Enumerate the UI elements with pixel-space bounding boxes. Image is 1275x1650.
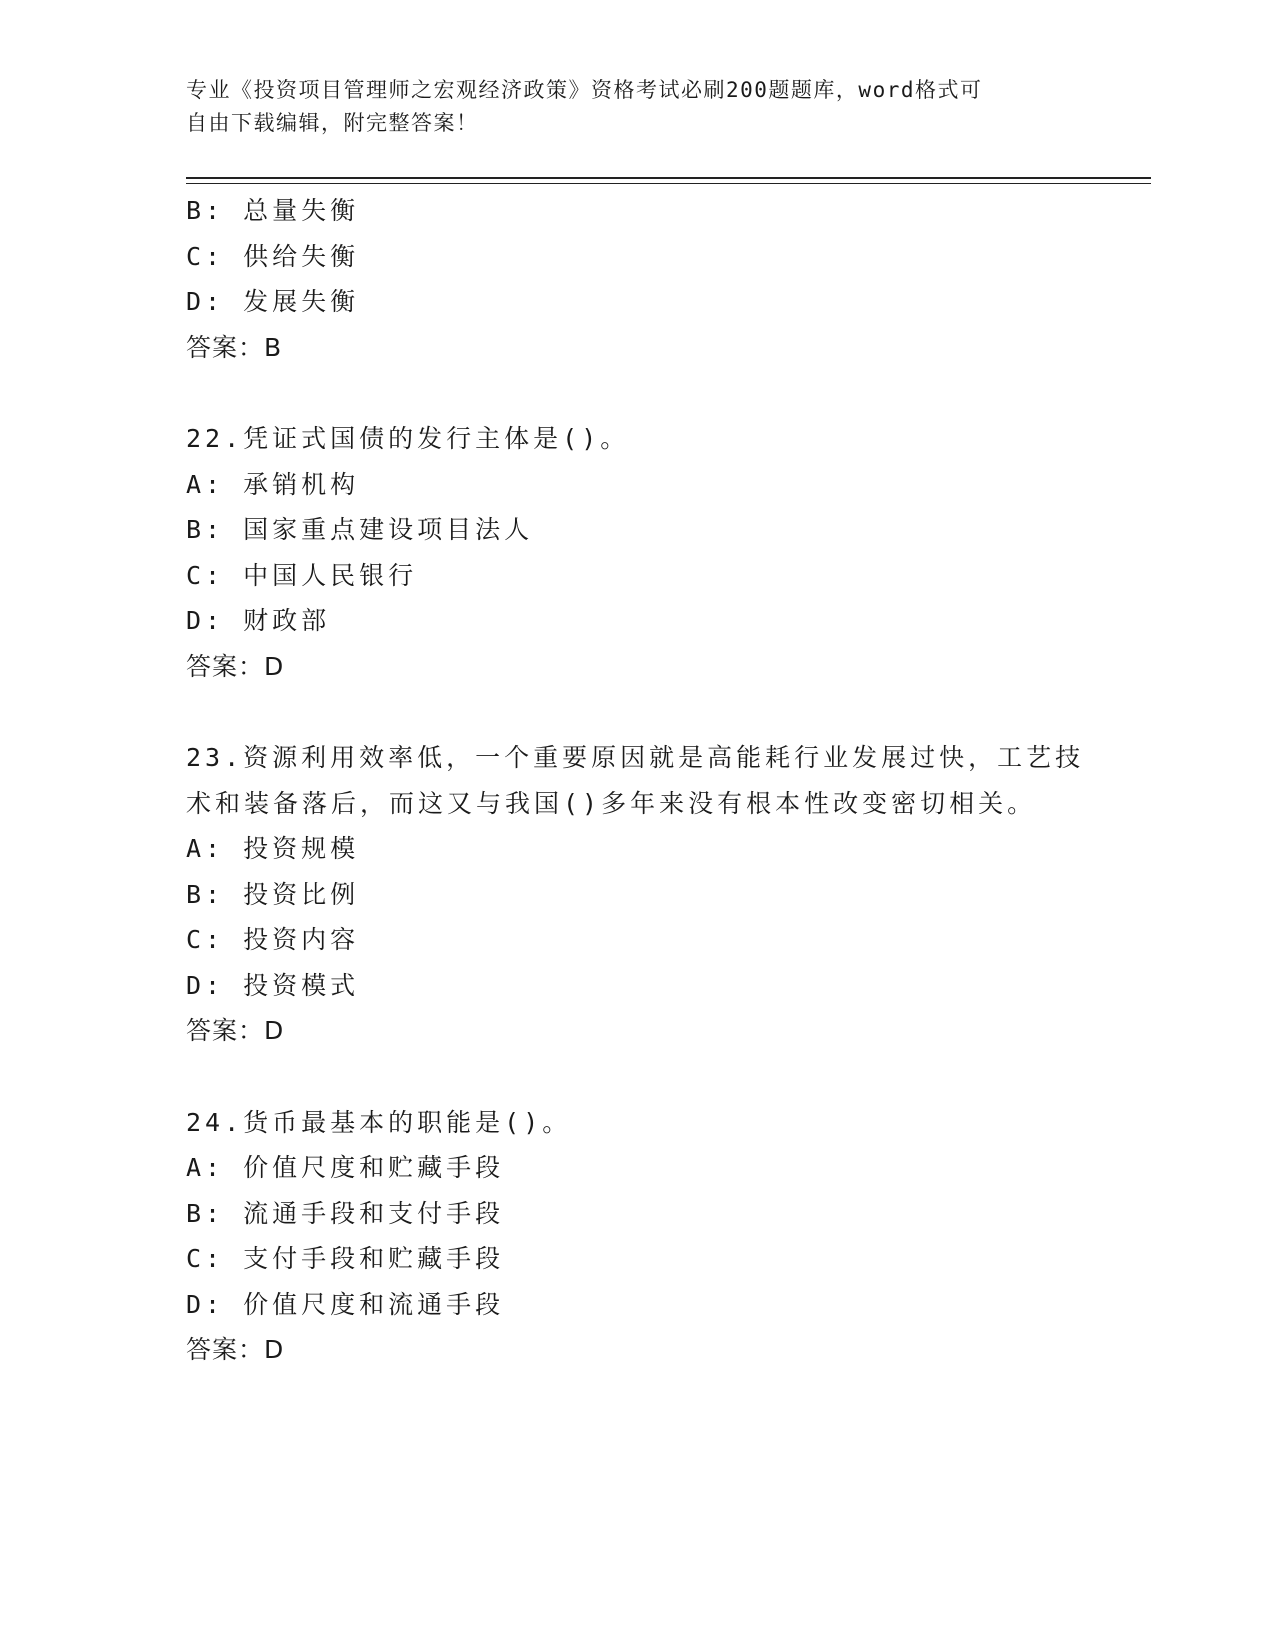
option-c: C: 支付手段和贮藏手段 (186, 1244, 505, 1273)
option-c: C: 供给失衡 (186, 241, 360, 271)
document-header (186, 74, 1066, 140)
answer: 答案：D (186, 651, 285, 681)
option-a: A: 价值尺度和贮藏手段 (186, 1153, 505, 1182)
option-b: B: 投资比例 (186, 879, 360, 909)
question-24 (186, 1100, 1086, 1373)
header-divider-thick (186, 177, 1151, 179)
answer: 答案：D (186, 1016, 285, 1045)
question-stem: 22.凭证式国债的发行主体是()。 (186, 424, 630, 453)
option-d: D: 价值尺度和流通手段 (186, 1289, 505, 1319)
header-divider-thin (186, 183, 1151, 184)
spacer (186, 370, 1086, 416)
answer: 答案：D (186, 1335, 285, 1364)
option-c: C: 投资内容 (186, 925, 360, 954)
question-stem-line-2: 术和装备落后，而这又与我国()多年来没有根本性改变密切相关。 (186, 788, 1037, 818)
answer: 答案：B (186, 332, 283, 362)
question-list (186, 188, 1086, 1373)
option-b: B: 总量失衡 (186, 196, 360, 225)
option-d: D: 财政部 (186, 606, 331, 635)
question-21 (186, 188, 1086, 370)
question-stem-line-1: 23.资源利用效率低，一个重要原因就是高能耗行业发展过快，工艺技 (186, 743, 1085, 772)
question-22 (186, 416, 1086, 689)
question-stem: 24.货币最基本的职能是()。 (186, 1107, 572, 1137)
option-d: D: 发展失衡 (186, 287, 360, 316)
option-b: B: 国家重点建设项目法人 (186, 515, 534, 544)
option-c: C: 中国人民银行 (186, 560, 418, 590)
header-line-2: 自由下载编辑，附完整答案！ (186, 111, 479, 135)
option-a: A: 承销机构 (186, 469, 360, 499)
option-b: B: 流通手段和支付手段 (186, 1198, 505, 1228)
header-line-1: 专业《投资项目管理师之宏观经济政策》资格考试必刷200题题库，word格式可 (186, 78, 983, 102)
spacer (186, 1054, 1086, 1100)
option-a: A: 投资规模 (186, 834, 360, 863)
option-d: D: 投资模式 (186, 970, 360, 1000)
question-23 (186, 735, 1086, 1054)
spacer (186, 689, 1086, 735)
